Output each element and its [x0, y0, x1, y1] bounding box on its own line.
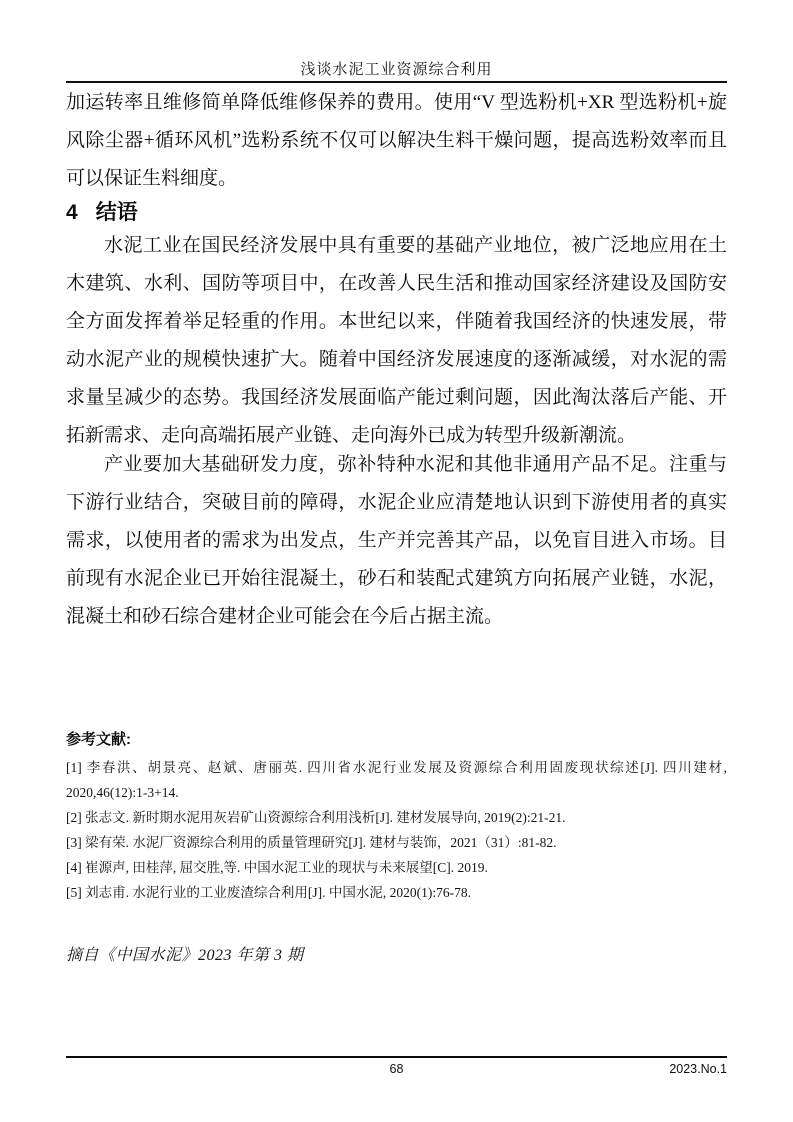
references-section: [66, 728, 727, 905]
header-rule: [66, 81, 727, 83]
reference-item: [4] 崔源声, 田桂萍, 屈交胜,等. 中国水泥工业的现状与未来展望[C]. 2019.: [66, 860, 488, 875]
section-heading: [66, 196, 138, 226]
section-number: 4: [66, 201, 78, 224]
reference-item: [3] 梁有荣. 水泥厂资源综合利用的质量管理研究[J]. 建材与装饰，2021（31）:81-82.: [66, 835, 557, 850]
page-content: [66, 0, 727, 1122]
reference-item: [5] 刘志甫. 水泥行业的工业废渣综合利用[J]. 中国水泥, 2020(1):76-78.: [66, 885, 471, 900]
page-footer: [66, 1056, 727, 1076]
running-head-title: 浅谈水泥工业资源综合利用: [300, 62, 493, 78]
reference-item: [1] 李春洪、胡景亮、赵斌、唐丽英. 四川省水泥行业发展及资源综合利用固废现状综述[J]. 四川建材, 2020,46(12):1-3+14.: [66, 760, 727, 800]
section-paragraph: 水泥工业在国民经济发展中具有重要的基础产业地位，被广泛地应用在土木建筑、水利、国防等项目中，在改善人民生活和推动国家经济建设及国防安全方面发挥着举足轻重的作用。本世纪以来，伴随着我国经济的快速发展，带动水泥产业的规模快速扩大。随着中国经济发展速度的逐渐减缓，对水泥的需求量呈减少的态势。我国经济发展面临产能过剩问题，因此淘汰落后产能、开拓新需求、走向高端拓展产业链、走向海外已成为转型升级新潮流。: [66, 235, 727, 446]
section-paragraph: 产业要加大基础研发力度，弥补特种水泥和其他非通用产品不足。注重与下游行业结合，突破目前的障碍，水泥企业应清楚地认识到下游使用者的真实需求，以使用者的需求为出发点，生产并完善其产品，以免盲目进入市场。目前现有水泥企业已开始往混凝土，砂石和装配式建筑方向拓展产业链，水泥，混凝土和砂石综合建材企业可能会在今后占据主流。: [66, 454, 727, 627]
reference-item: [2] 张志文. 新时期水泥用灰岩矿山资源综合利用浅析[J]. 建材发展导向, 2019(2):21-21.: [66, 810, 566, 825]
source-note: 摘自《中国水泥》2023 年第 3 期: [66, 947, 304, 964]
section-title: 结语: [95, 201, 138, 224]
references-heading: 参考文献:: [66, 731, 131, 748]
page-number: 68: [389, 1062, 404, 1076]
issue-label: 2023.No.1: [669, 1062, 727, 1076]
paragraph-continuation: 加运转率且维修简单降低维修保养的费用。使用“V 型选粉机+XR 型选粉机+旋风除尘器+循环风机”选粉系统不仅可以解决生料干燥问题，提高选粉效率而且可以保证生料细度。: [66, 92, 727, 189]
